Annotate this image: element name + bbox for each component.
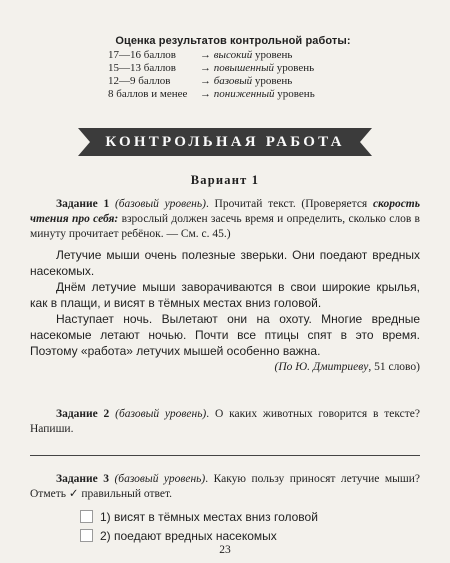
grade-level (200, 88, 315, 101)
reading-paragraph: Днём летучие мыши заворачиваются в свои широкие крылья, как в плащи, и висят в тёмных местах вниз головой. (30, 280, 420, 310)
grade-row (108, 62, 358, 75)
grade-level-name: пониженный (213, 88, 275, 100)
arrow-icon: → (200, 88, 211, 100)
banner-title: КОНТРОЛЬНАЯ РАБОТА (105, 133, 345, 150)
grade-level-name: высокий (213, 49, 253, 61)
answer-line[interactable] (30, 455, 420, 456)
option-label: 2) поедают вредных насекомых (100, 528, 277, 543)
section-banner (78, 128, 372, 156)
source-author: (По Ю. Дмитриеву (274, 361, 369, 373)
answer-option[interactable] (80, 508, 400, 525)
task-3 (30, 472, 420, 502)
grade-level-suffix: уровень (254, 75, 293, 87)
task-level: (базовый уровень) (114, 473, 206, 485)
grade-score: 17—16 баллов (108, 49, 176, 61)
arrow-icon: → (200, 62, 211, 74)
task-label: Задание 3 (56, 473, 109, 485)
grade-row (108, 88, 358, 101)
grade-score: 12—9 баллов (108, 75, 171, 87)
grade-level (200, 49, 292, 62)
arrow-icon: → (200, 75, 211, 87)
grade-row (108, 49, 358, 62)
grade-level-suffix: уровень (276, 62, 315, 74)
grade-level (200, 62, 314, 75)
reading-text (30, 247, 420, 375)
grade-level-name: базовый (213, 75, 253, 87)
grade-row (108, 75, 358, 88)
grade-level-suffix: уровень (254, 49, 293, 61)
grade-level (200, 75, 292, 88)
grading-title: Оценка результатов контрольной работы: (115, 35, 351, 47)
task-text: . Прочитай текст. (Проверяется (205, 198, 373, 210)
grading-scale (108, 35, 358, 101)
task-text: . Какую пользу приносят летучие мыши? Отметь ✓ правильный ответ. (30, 473, 420, 500)
task-label: Задание 1 (56, 198, 110, 210)
grade-score: 8 баллов и менее (108, 88, 188, 100)
task-label: Задание 2 (56, 408, 110, 420)
task-emphasis: скорость чтения про себя: (30, 198, 421, 225)
grade-level-name: повышенный (213, 62, 275, 74)
reading-paragraph: Летучие мыши очень полезные зверьки. Они поедают вредных насекомых. (30, 248, 420, 278)
task-1 (30, 197, 420, 242)
task-text: . О каких животных говорится в тексте? Напиши. (30, 408, 421, 435)
reading-paragraph: Наступает ночь. Вылетают они на охоту. Многие вредные насекомые летают ночью. Почти все птицы спят в это время. Поэтому «работа» летучих мышей особенно важна. (30, 312, 420, 358)
grade-level-suffix: уровень (277, 88, 315, 100)
source-word-count: , 51 слово) (368, 361, 420, 373)
arrow-icon: → (200, 49, 211, 61)
task-level: (базовый уровень) (114, 198, 206, 210)
grade-score: 15—13 баллов (108, 62, 176, 74)
reading-source (30, 359, 420, 375)
task-level: (базовый уровень) (115, 408, 207, 420)
checkbox[interactable] (80, 510, 93, 523)
checkbox[interactable] (80, 529, 93, 542)
task-2 (30, 407, 420, 437)
answer-option[interactable] (80, 527, 400, 544)
page-number: 23 (219, 544, 231, 556)
variant-heading: Вариант 1 (190, 173, 260, 187)
option-label: 1) висят в тёмных местах вниз головой (100, 509, 318, 524)
answer-options (80, 508, 400, 546)
task-text: взрослый должен засечь время и определить, сколько слов в минуту прочитает ребёнок. — См. с. 45.) (30, 213, 420, 240)
